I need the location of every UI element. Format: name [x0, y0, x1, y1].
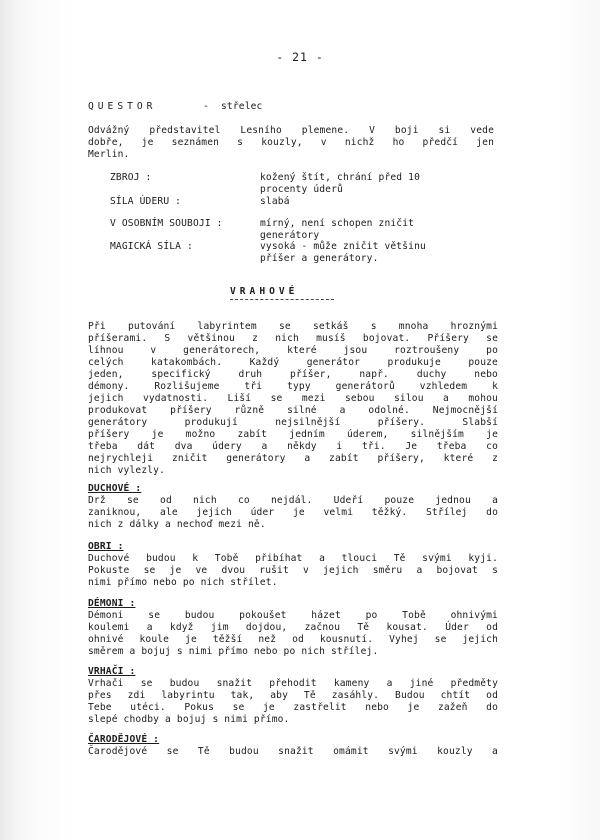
monster-text: Duchové budou k Tobě přibíhat a tlouci Tě svými kyji. — [88, 553, 498, 564]
section-intro-line: třeba dát dva údery a někdy i tři. Je třeba co — [88, 441, 498, 452]
section-intro-line: nejrychleji zničit generátory a zabít příšery, které z — [88, 453, 498, 464]
stat-label-armor: ZBROJ : — [110, 172, 152, 183]
stat-label-magic: MAGICKÁ SÍLA : — [110, 241, 193, 252]
monster-heading-demons: DÉMONI : — [88, 598, 136, 609]
stat-label-melee: V OSOBNÍM SOUBOJI : — [110, 218, 223, 229]
monster-text: směrem a bojuj s nimi přímo nebo po nich střílej. — [88, 646, 379, 657]
monster-text: nich z dálky a nechoď mezi ně. — [88, 519, 266, 530]
page-number: - 21 - — [276, 50, 324, 64]
monster-heading-giants: OBRI : — [88, 541, 124, 552]
section-title-underline — [230, 299, 334, 300]
monster-heading-throwers: VRHAČI : — [88, 666, 136, 677]
monster-text: ohnivé koule je těžší než od kousnutí. Vyhej se jejich — [88, 634, 498, 645]
monster-heading-sorcerers: ČARODĚJOVÉ : — [88, 734, 160, 745]
character-role: střelec — [221, 101, 263, 112]
stat-value-magic: příšer a generátory. — [260, 253, 379, 264]
monster-text: Tebe utéci. Pokus se je zastřelit nebo je zažeň do — [88, 702, 498, 713]
monster-text: Démoni se budou pokoušet házet po Tobě ohnivými — [88, 610, 498, 621]
monster-text: Vrhači se budou snažit přehodit kameny a jiné předměty — [88, 678, 498, 689]
stat-value-armor: procenty úderů — [260, 184, 343, 195]
monster-text: Drž se od nich co nejdál. Udeří pouze jednou a — [88, 495, 498, 506]
section-intro-line: jeden, specifický druh příšer, např. duchy nebo — [88, 369, 498, 380]
section-title: VRAHOVÉ — [230, 286, 299, 297]
monster-text: zaniknou, ale jejich úder je velmi těžký. Střílej do — [88, 507, 498, 518]
stat-label-strength: SÍLA ÚDERU : — [110, 196, 182, 207]
monster-text: Čarodějové se Tě budou snažit omámit svými kouzly a — [88, 746, 498, 757]
heading-dash: - — [203, 101, 209, 112]
section-intro-line: nich vylezly. — [88, 465, 166, 476]
stat-value-strength: slabá — [260, 196, 290, 207]
stat-value-magic: vysoká - může zničit většinu — [260, 241, 426, 252]
section-intro-line: démony. Rozlišujeme tři typy generátorů vzhledem k — [88, 381, 498, 392]
section-intro-line: Při putování labyrintem se setkáš s mnoha hroznými — [88, 321, 498, 332]
monster-text: přes zdi labyrintu tak, aby Tě zasáhly. Budou chtít od — [88, 690, 498, 701]
monster-text: slepé chodby a bojuj s nimi přímo. — [88, 714, 290, 725]
stat-value-armor: kožený štít, chrání před 10 — [260, 172, 420, 183]
intro-line: Odvážný představitel Lesního plemene. V boji si vede — [88, 125, 494, 136]
monster-text: nimi přímo nebo po nich střílet. — [88, 577, 278, 588]
section-intro-line: příšerami. S většinou z nich musíš bojovat. Příšery se — [88, 333, 498, 344]
section-intro-line: celých katakombách. Každý generátor produkuje pouze — [88, 357, 498, 368]
section-intro-line: generátory produkují nejsilnější příšery. Slabší — [88, 417, 498, 428]
character-name: QUESTOR — [88, 101, 157, 112]
monster-heading-ghosts: DUCHOVÉ : — [88, 483, 142, 494]
monster-text: Pokuste se je ve dvou rušit v jejich směru a bojovat s — [88, 565, 498, 576]
section-intro-line: líhnou v generátorech, které jsou roztroušeny po — [88, 345, 498, 356]
intro-line: dobře, je seznámen s kouzly, v nichž ho předčí jen — [88, 137, 494, 148]
section-intro-line: jejich vydatnosti. Liší se mezi sebou silou a mohou — [88, 393, 498, 404]
intro-line: Merlin. — [88, 149, 130, 160]
section-intro-line: produkovat příšery různě silné a odolné. Nejmocnější — [88, 405, 498, 416]
stat-value-melee: generátory — [260, 230, 320, 241]
stat-value-melee: mírný, není schopen zničit — [260, 218, 415, 229]
section-intro-line: příšery je možno zabít jedním úderem, silnějším je — [88, 429, 498, 440]
monster-text: koulemi a když jim dojdou, začnou Tě kousat. Úder od — [88, 622, 498, 633]
